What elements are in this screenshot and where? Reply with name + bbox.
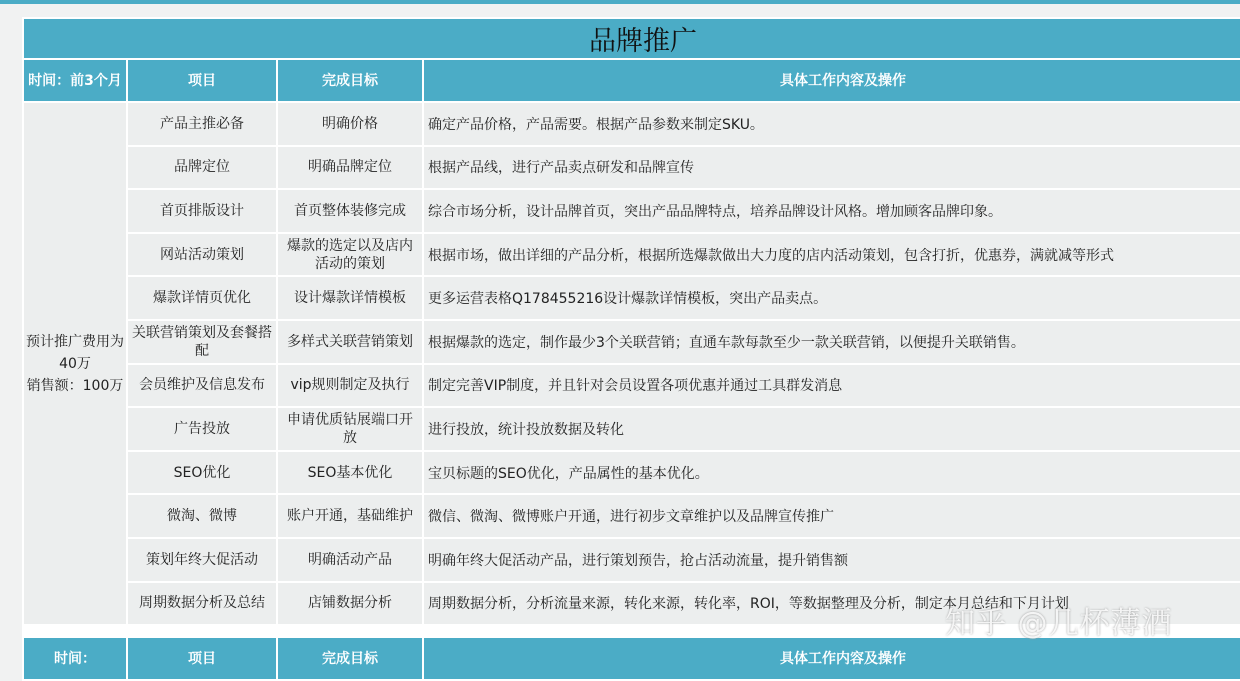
goal-cell: 店铺数据分析 [277, 582, 423, 626]
header-detail: 具体工作内容及操作 [423, 59, 1240, 102]
table-row [23, 276, 1240, 320]
goal-cell: 首页整体装修完成 [277, 189, 423, 233]
detail-cell: 进行投放，统计投放数据及转化 [423, 407, 1240, 451]
table-row [23, 451, 1240, 495]
header2-detail: 具体工作内容及操作 [423, 637, 1240, 680]
detail-cell: 明确年终大促活动产品，进行策划预告，抢占活动流量，提升销售额 [423, 538, 1240, 582]
table-row [23, 407, 1240, 451]
detail-cell: 制定完善VIP制度，并且针对会员设置各项优惠并通过工具群发消息 [423, 364, 1240, 408]
item-cell: 品牌定位 [127, 146, 277, 190]
spacer-cell [23, 625, 127, 637]
item-cell: 微淘、微博 [127, 494, 277, 538]
item-cell: 会员维护及信息发布 [127, 364, 277, 408]
detail-cell: 微信、微淘、微博账户开通，进行初步文章维护以及品牌宣传推广 [423, 494, 1240, 538]
goal-cell: SEO基本优化 [277, 451, 423, 495]
goal-cell: 账户开通，基础维护 [277, 494, 423, 538]
header2-item: 项目 [127, 637, 277, 680]
table-row [23, 146, 1240, 190]
goal-cell: 多样式关联营销策划 [277, 320, 423, 364]
sales-text: 销售额：100万 [26, 377, 124, 394]
detail-cell: 根据爆款的选定，制作最少3个关联营销；直通车款每款至少一款关联营销，以便提升关联销售。 [423, 320, 1240, 364]
detail-cell: 更多运营表格Q178455216设计爆款详情模板，突出产品卖点。 [423, 276, 1240, 320]
detail-cell: 综合市场分析，设计品牌首页，突出产品品牌特点，培养品牌设计风格。增加顾客品牌印象。 [423, 189, 1240, 233]
detail-cell: 周期数据分析，分析流量来源，转化来源，转化率，ROI，等数据整理及分析，制定本月总结和下月计划 [423, 582, 1240, 626]
table-row [23, 189, 1240, 233]
goal-cell: 申请优质钻展端口开放 [277, 407, 423, 451]
item-cell: SEO优化 [127, 451, 277, 495]
table-title: 品牌推广 [23, 18, 1240, 59]
spacer-cell [277, 625, 423, 637]
header-time: 时间：前3个月 [23, 59, 127, 102]
goal-cell: 明确活动产品 [277, 538, 423, 582]
header2-time: 时间： [23, 637, 127, 680]
header-row-2 [23, 637, 1240, 680]
table-row [23, 320, 1240, 364]
item-cell: 广告投放 [127, 407, 277, 451]
detail-cell: 根据产品线，进行产品卖点研发和品牌宣传 [423, 146, 1240, 190]
item-cell: 策划年终大促活动 [127, 538, 277, 582]
header2-goal: 完成目标 [277, 637, 423, 680]
table-row [23, 364, 1240, 408]
item-cell: 周期数据分析及总结 [127, 582, 277, 626]
table-row [23, 102, 1240, 146]
table-row [23, 538, 1240, 582]
spacer-cell [127, 625, 277, 637]
item-cell: 首页排版设计 [127, 189, 277, 233]
top-accent-bar [0, 0, 1240, 4]
header-item: 项目 [127, 59, 277, 102]
goal-cell: 明确价格 [277, 102, 423, 146]
budget-text: 预计推广费用为40万 [26, 333, 124, 372]
brand-promotion-table [22, 17, 1240, 681]
detail-cell: 宝贝标题的SEO优化，产品属性的基本优化。 [423, 451, 1240, 495]
goal-cell: 爆款的选定以及店内活动的策划 [277, 233, 423, 277]
goal-cell: vip规则制定及执行 [277, 364, 423, 408]
budget-cell [23, 102, 127, 625]
watermark: 知乎 @几杯薄酒 [945, 606, 1173, 641]
item-cell: 关联营销策划及套餐搭配 [127, 320, 277, 364]
item-cell: 产品主推必备 [127, 102, 277, 146]
table-row [23, 233, 1240, 277]
header-goal: 完成目标 [277, 59, 423, 102]
table-row [23, 494, 1240, 538]
goal-cell: 明确品牌定位 [277, 146, 423, 190]
detail-cell: 确定产品价格，产品需要。根据产品参数来制定SKU。 [423, 102, 1240, 146]
detail-cell: 根据市场，做出详细的产品分析，根据所选爆款做出大力度的店内活动策划，包含打折，优惠券，满就减等形式 [423, 233, 1240, 277]
goal-cell: 设计爆款详情模板 [277, 276, 423, 320]
item-cell: 爆款详情页优化 [127, 276, 277, 320]
item-cell: 网站活动策划 [127, 233, 277, 277]
